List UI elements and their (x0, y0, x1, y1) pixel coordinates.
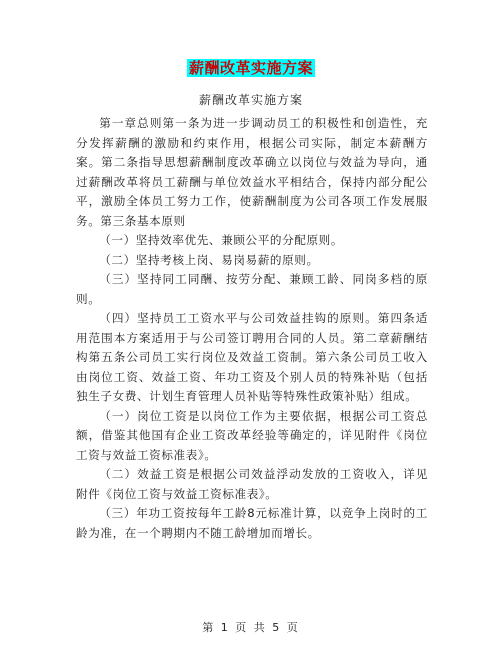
document-title-text: 薪酬改革实施方案 (188, 59, 313, 77)
page-footer: 第 1 页 共 5 页 (202, 621, 300, 634)
document-subtitle: 薪酬改革实施方案 (198, 93, 303, 107)
paragraph-principle-2: （二）坚持考核上岗、易岗易薪的原则。 (99, 252, 319, 267)
paragraph-principle-4-and-structure: （四）坚持员工工资水平与公司效益挂钩的原则。第四条适用范围本方案适用于与公司签订聘用合同的人员。第二章薪酬结构第五条公司员工实行岗位及效益工资制。第六条公司员工收入由岗位工资、效益工资、年功工资及个别人员的特殊补贴（包括独生子女费、计划生育管理人员补贴等特殊性政策补贴）组成。 (76, 311, 428, 403)
document-title (0, 58, 502, 77)
paragraph-general-provisions: 第一章总则第一条为进一步调动员工的积极性和创造性，充分发挥薪酬的激励和约束作用，根据公司实际，制定本薪酬方案。第二条指导思想薪酬制度改革确立以岗位与效益为导向，通过薪酬改革将员工薪酬与单位效益水平相结合，保持内部分配公平，激励全体员工努力工作，使薪酬制度为公司各项工作发展服务。第三条基本原则 (76, 116, 428, 228)
paragraph-principle-3: （三）坚持同工同酬、按劳分配、兼顾工龄、同岗多档的原则。 (76, 272, 428, 306)
paragraph-principle-1: （一）坚持效率优先、兼顾公平的分配原则。 (99, 233, 344, 247)
paragraph-seniority-wage: （三）年功工资按每年工龄8元标准计算，以竞争上岗时的工龄为准，在一个聘期内不随工龄增加而增长。 (76, 506, 428, 540)
paragraph-performance-wage: （二）效益工资是根据公司效益浮动发放的工资收入，详见附件《岗位工资与效益工资标准表》。 (76, 467, 428, 501)
document-body (76, 114, 428, 543)
paragraph-position-wage: （一）岗位工资是以岗位工作为主要依据，根据公司工资总额，借鉴其他国有企业工资改革经验等确定的，详见附件《岗位工资与效益工资标准表》。 (76, 408, 428, 462)
